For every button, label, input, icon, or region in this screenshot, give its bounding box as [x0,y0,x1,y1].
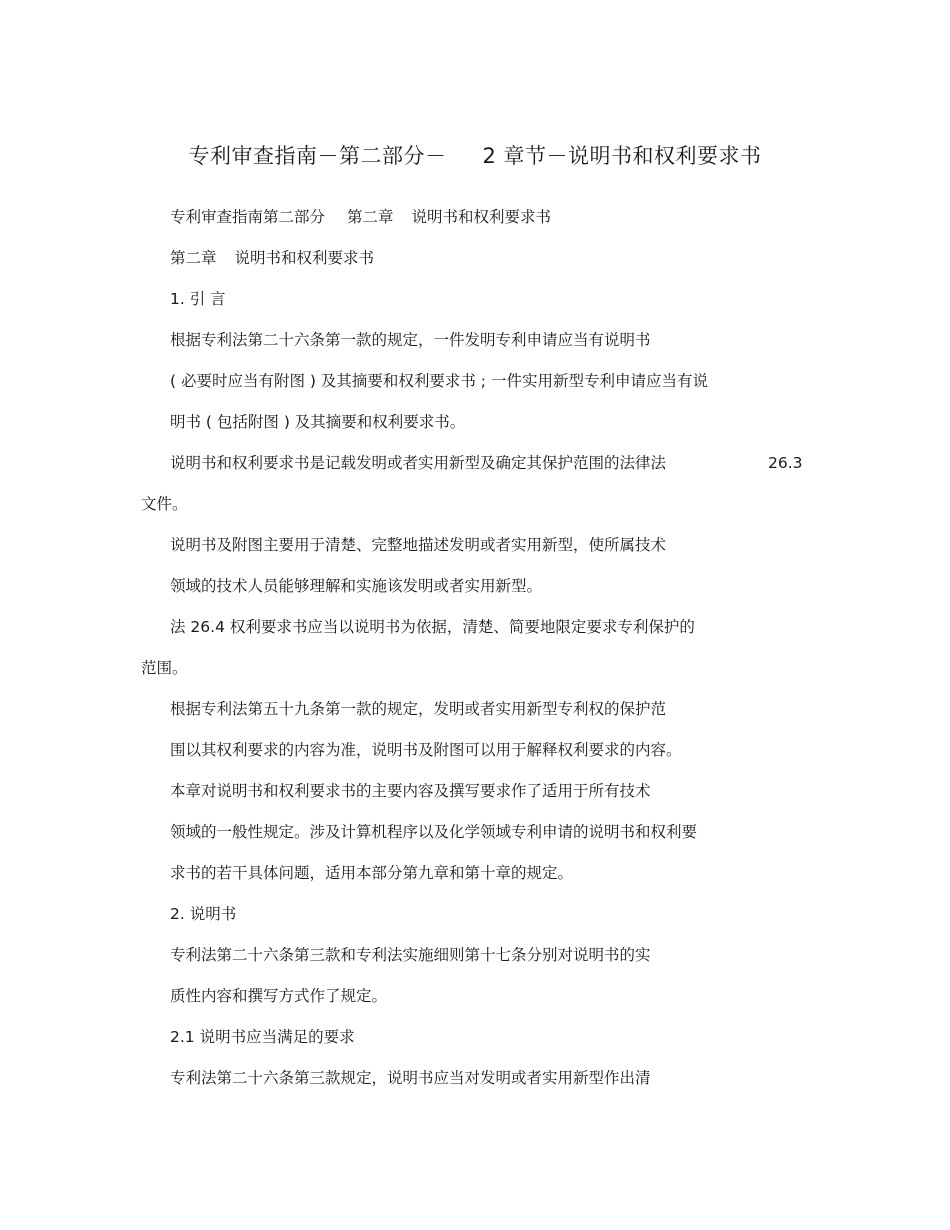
paragraph-line: 领域的一般性规定。涉及计算机程序以及化学领域专利申请的说明书和权利要 [170,823,698,841]
paragraph-line: 范围。 [141,659,188,677]
chapter-number: 第二章 [170,249,217,267]
subtitle-chapter: 第二章 [347,208,394,226]
paragraph-line: 本章对说明书和权利要求书的主要内容及撰写要求作了适用于所有技术 [170,782,651,800]
paragraph-line: 求书的若干具体问题，适用本部分第九章和第十章的规定。 [170,864,574,882]
chapter-name: 说明书和权利要求书 [234,249,375,267]
paragraph-line: 说明书及附图主要用于清楚、完整地描述发明或者实用新型，使所属技术 [170,536,667,554]
subsection-heading: 2.1 说明书应当满足的要求 [170,1028,355,1046]
subtitle-part: 专利审查指南第二部分 [170,208,326,226]
paragraph-line: 根据专利法第二十六条第一款的规定，一件发明专利申请应当有说明书 [170,331,651,349]
chapter-heading [170,247,374,269]
subtitle-line [170,206,551,228]
paragraph-line: ( 必要时应当有附图 ) 及其摘要和权利要求书 ; 一件实用新型专利申请应当有说 [170,372,708,390]
section-heading-description: 2. 说明书 [170,905,237,923]
paragraph-line: 文件。 [141,495,188,513]
title-part-2: 2 章节－说明书和权利要求书 [482,144,762,168]
subtitle-name: 说明书和权利要求书 [411,208,552,226]
paragraph-line: 根据专利法第五十九条第一款的规定，发明或者实用新型专利权的保护范 [170,700,667,718]
paragraph-line: 专利法第二十六条第三款规定，说明书应当对发明或者实用新型作出清 [170,1069,651,1087]
margin-reference-number: 26.3 [768,454,803,472]
paragraph-line: 说明书和权利要求书是记载发明或者实用新型及确定其保护范围的法律法 [170,454,667,472]
paragraph-line: 专利法第二十六条第三款和专利法实施细则第十七条分别对说明书的实 [170,946,651,964]
page-title [0,140,950,172]
paragraph-line: 明书 ( 包括附图 ) 及其摘要和权利要求书。 [170,413,466,431]
paragraph-line: 领域的技术人员能够理解和实施该发明或者实用新型。 [170,577,543,595]
title-part-1: 专利审查指南－第二部分－ [188,144,447,168]
paragraph-line: 法 26.4 权利要求书应当以说明书为依据，清楚、简要地限定要求专利保护的 [170,618,695,636]
paragraph-line: 质性内容和撰写方式作了规定。 [170,987,388,1005]
section-heading-introduction: 1. 引 言 [170,290,226,308]
paragraph-line: 围以其权利要求的内容为准，说明书及附图可以用于解释权利要求的内容。 [170,741,682,759]
